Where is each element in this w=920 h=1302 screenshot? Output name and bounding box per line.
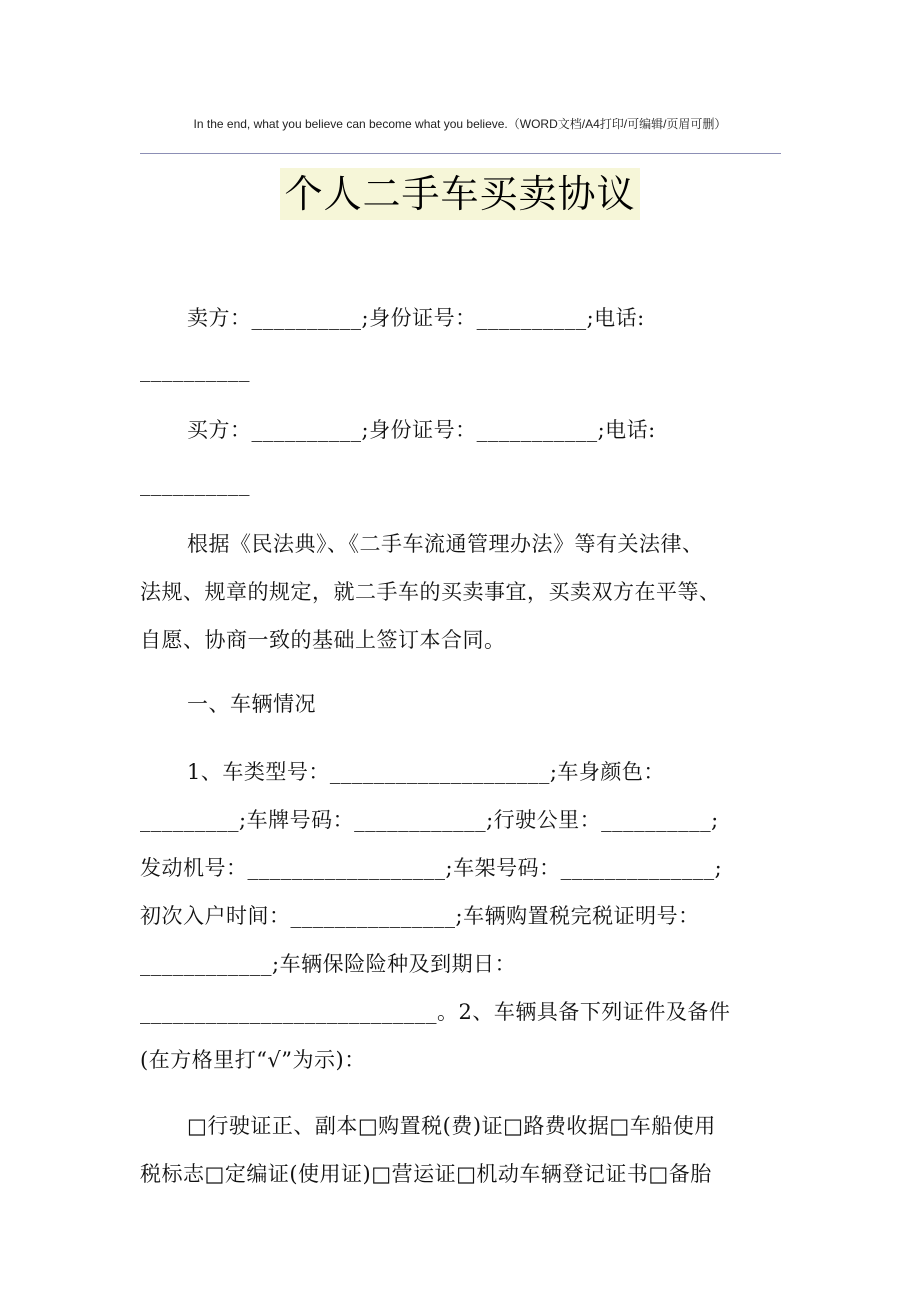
title-container (0, 168, 920, 220)
vehicle-info-line-1: 1、车类型号：____________________;车身颜色： (187, 760, 665, 784)
intro-line-1: 根据《民法典》、《二手车流通管理办法》等有关法律、 (187, 532, 704, 556)
vehicle-info-line-2: _________;车牌号码：____________;行驶公里：__________; (140, 808, 719, 832)
checklist-line-1: □行驶证正、副本□购置税(费)证□路费收据□车船使用 (187, 1114, 716, 1138)
vehicle-info-line-4: 初次入户时间：_______________;车辆购置税完税证明号： (140, 904, 700, 928)
page-header: In the end, what you believe can become what you believe.（WORD文档/A4打印/可编辑/页眉可删） (193, 117, 727, 131)
seller-line: 卖方：__________;身份证号：__________;电话: (187, 306, 645, 330)
vehicle-info-line-3: 发动机号：__________________;车架号码：______________; (140, 856, 723, 880)
section-heading: 一、车辆情况 (187, 692, 316, 716)
intro-line-2: 法规、规章的规定，就二手车的买卖事宜，买卖双方在平等、 (140, 580, 721, 604)
header-divider (140, 153, 781, 154)
buyer-line: 买方：__________;身份证号：___________;电话: (187, 418, 656, 442)
vehicle-info-line-6: ___________________________。2、车辆具备下列证件及备件 (140, 1000, 731, 1024)
vehicle-info-line-7: (在方格里打“√”为示)： (140, 1048, 366, 1072)
intro-line-3: 自愿、协商一致的基础上签订本合同。 (140, 628, 506, 652)
checklist-line-2: 税标志□定编证(使用证)□营运证□机动车辆登记证书□备胎 (140, 1162, 712, 1186)
document-title: 个人二手车买卖协议 (280, 168, 639, 220)
vehicle-info-line-5: ____________;车辆保险险种及到期日： (140, 952, 517, 976)
seller-phone-blank: __________ (140, 358, 250, 382)
buyer-phone-blank: __________ (140, 472, 250, 496)
